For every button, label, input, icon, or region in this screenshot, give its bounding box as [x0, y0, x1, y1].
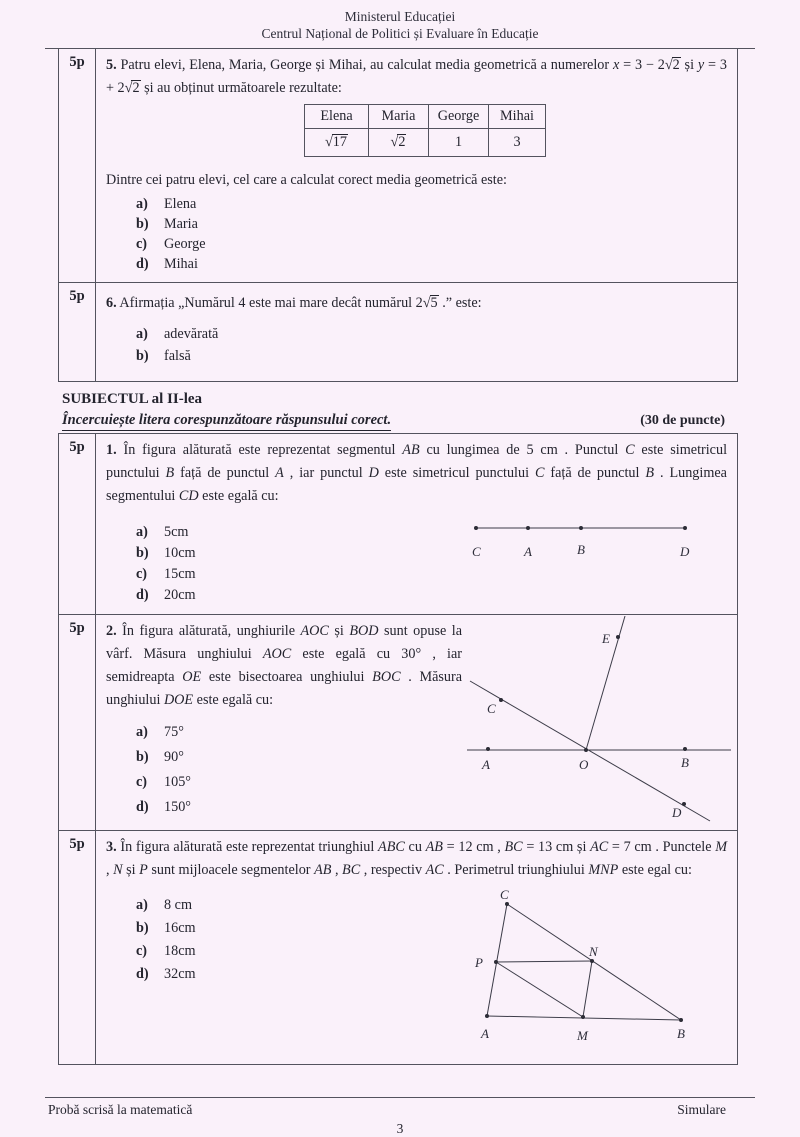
option-letter: d) [136, 799, 149, 815]
results-value-cell: 3 [489, 129, 546, 157]
point-dot [679, 1018, 683, 1022]
question-3-row [59, 830, 737, 1064]
subject2-questions-table [58, 433, 738, 1065]
option-letter: a) [136, 897, 148, 913]
option-text: Elena [164, 196, 197, 212]
option-letter: b) [136, 348, 149, 364]
point-dot [494, 960, 498, 964]
question-3-number: 3. [106, 839, 117, 855]
point-label: D [672, 805, 682, 820]
option-text: 90° [164, 749, 184, 765]
question-6-row [59, 282, 737, 381]
option-letter: b) [136, 216, 149, 232]
option-text: 16cm [164, 920, 196, 936]
instruction-text: Încercuiește litera corespunzătoare răspunsului corect. [62, 412, 391, 431]
option-b [136, 749, 462, 774]
point-label: E [602, 631, 610, 646]
option-letter: a) [136, 326, 148, 342]
results-value-cell: 1 [429, 129, 489, 157]
question-1-points: 5p [59, 434, 96, 614]
point-dot [499, 698, 503, 702]
header-center: Centrul Național de Politici și Evaluare în Educație [261, 26, 539, 41]
point-label: M [577, 1028, 588, 1043]
results-header-cell: Elena [305, 105, 369, 129]
question-1-row [59, 434, 737, 614]
point-dot [683, 526, 687, 530]
results-header-cell: Maria [369, 105, 429, 129]
question-2-options [136, 724, 462, 824]
option-letter: a) [136, 724, 148, 740]
option-text: Mihai [164, 256, 198, 272]
page-number: 3 [396, 1121, 404, 1136]
option-d [136, 256, 727, 276]
question-3-text [106, 836, 727, 882]
results-value-cell: √2 [369, 129, 429, 157]
total-points: (30 de puncte) [640, 413, 725, 428]
option-d [136, 587, 727, 608]
midsegment-PM [496, 962, 583, 1017]
option-b [136, 216, 727, 236]
question-1-content [96, 434, 737, 614]
point-label: A [482, 757, 490, 772]
point-label: C [487, 701, 496, 716]
option-c [136, 566, 727, 587]
option-text: George [164, 236, 206, 252]
option-text: 5cm [164, 524, 189, 540]
subject2-title: SUBIECTUL al II-lea [62, 391, 203, 407]
option-letter: c) [136, 236, 148, 252]
option-letter: d) [136, 256, 149, 272]
question-6-points: 5p [59, 283, 96, 381]
option-letter: a) [136, 196, 148, 212]
page-header [45, 0, 755, 42]
option-text: 150° [164, 799, 191, 815]
figure-triangle-diagram [456, 885, 728, 1043]
question-5-options [136, 196, 727, 276]
footer-right: Simulare [677, 1102, 726, 1117]
point-dot [584, 748, 588, 752]
page-footer [45, 1102, 755, 1118]
point-label: O [579, 757, 589, 772]
option-text: falsă [164, 348, 191, 364]
question-5-prompt: Dintre cei patru elevi, cel care a calculat corect media geometrică este: [106, 172, 507, 188]
option-a [136, 196, 727, 216]
point-label: B [677, 1026, 685, 1041]
question-2-text [106, 620, 462, 712]
footer-left: Probă scrisă la matematică [48, 1102, 193, 1117]
question-1-statement: În figura alăturată este reprezentat segmentul AB cu lungimea de 5 cm . Punctul C este simetricul punctului B față de punctul A , iar punctul D este simetricul punctului C față de punctul B . Lungimea segmentului CD este egală cu: [106, 442, 728, 504]
point-label: C [472, 544, 481, 559]
question-2-row [59, 614, 737, 830]
option-text: 105° [164, 774, 191, 790]
question-1-text [106, 439, 727, 508]
option-a [136, 326, 727, 348]
option-letter: b) [136, 920, 149, 936]
option-letter: d) [136, 587, 149, 603]
footer-rule [45, 1097, 755, 1098]
question-6-statement: Afirmația „Numărul 4 este mai mare decât numărul 2√5 .” este: [119, 295, 482, 311]
option-text: 75° [164, 724, 184, 740]
point-label: N [589, 944, 598, 959]
question-3-points: 5p [59, 831, 96, 1064]
point-label: P [475, 955, 483, 970]
point-dot [526, 526, 530, 530]
point-dot [590, 959, 594, 963]
question-5-number: 5. [106, 57, 117, 73]
midsegment-NM [583, 961, 592, 1017]
option-c [136, 774, 462, 799]
results-table [304, 104, 546, 157]
question-2-number: 2. [106, 623, 117, 639]
option-letter: c) [136, 566, 148, 582]
option-text: 8 cm [164, 897, 192, 913]
results-value-row [305, 129, 546, 157]
option-letter: b) [136, 545, 149, 561]
line-CD [470, 681, 710, 821]
side-AC [487, 904, 507, 1016]
point-label: A [524, 544, 532, 559]
question-5-row [59, 49, 737, 282]
figure-segment-diagram [458, 514, 734, 560]
results-header-cell: George [429, 105, 489, 129]
question-3-statement: În figura alăturată este reprezentat triunghiul ABC cu AB = 12 cm , BC = 13 cm și AC = 7 cm . Punctele M , N și P sunt mijloacele segmentelor AB , BC , respectiv AC . Perimetrul triunghiului MNP este egal cu: [106, 839, 728, 878]
point-label: B [577, 542, 585, 557]
question-5-points: 5p [59, 49, 96, 282]
point-dot [505, 902, 509, 906]
option-text: 15cm [164, 566, 196, 582]
point-dot [616, 635, 620, 639]
point-dot [579, 526, 583, 530]
question-1-number: 1. [106, 442, 117, 458]
option-letter: b) [136, 749, 149, 765]
point-dot [474, 526, 478, 530]
question-5-content [96, 49, 737, 282]
option-letter: c) [136, 943, 148, 959]
point-label: D [680, 544, 690, 559]
figure-angles-diagram [463, 616, 735, 822]
point-label: A [481, 1026, 489, 1041]
option-b [136, 348, 727, 370]
point-dot [485, 1014, 489, 1018]
results-header-row [305, 105, 546, 129]
results-header-cell: Mihai [489, 105, 546, 129]
question-2-left-column [106, 620, 462, 824]
option-text: Maria [164, 216, 198, 232]
question-5-statement: Patru elevi, Elena, Maria, George și Mihai, au calculat media geometrică a numerelor x = 3 − 2√2 și y = 3 + 2√2 și au obținut următoarele rezultate: [106, 57, 727, 96]
question-6-content [96, 283, 737, 381]
question-5-text [106, 54, 727, 100]
question-3-content [96, 831, 737, 1064]
option-text: 20cm [164, 587, 196, 603]
question-6-options [136, 326, 727, 370]
option-c [136, 236, 727, 256]
option-letter: a) [136, 524, 148, 540]
option-text: adevărată [164, 326, 219, 342]
option-text: 32cm [164, 966, 196, 982]
results-value-cell: √17 [305, 129, 369, 157]
option-letter: d) [136, 966, 149, 982]
midsegment-PN [496, 961, 592, 962]
point-dot [581, 1015, 585, 1019]
option-letter: c) [136, 774, 148, 790]
option-text: 10cm [164, 545, 196, 561]
subject1-questions-table [58, 49, 738, 382]
point-dot [486, 747, 490, 751]
option-text: 18cm [164, 943, 196, 959]
header-ministry: Ministerul Educației [344, 9, 456, 24]
option-a [136, 724, 462, 749]
question-2-statement: În figura alăturată, unghiurile AOC și BOD sunt opuse la vârf. Măsura unghiului AOC este egală cu 30° , iar semidreapta OE este bisectoarea unghiului BOC . Măsura unghiului DOE este egală cu: [106, 623, 463, 708]
question-2-points: 5p [59, 615, 96, 830]
point-dot [682, 802, 686, 806]
question-2-content [96, 615, 737, 830]
point-label: C [500, 887, 509, 902]
question-6-text [106, 292, 727, 315]
subject2-instruction-row [62, 412, 755, 431]
point-label: B [681, 755, 689, 770]
point-dot [683, 747, 687, 751]
question-6-number: 6. [106, 295, 117, 311]
option-d [136, 799, 462, 824]
